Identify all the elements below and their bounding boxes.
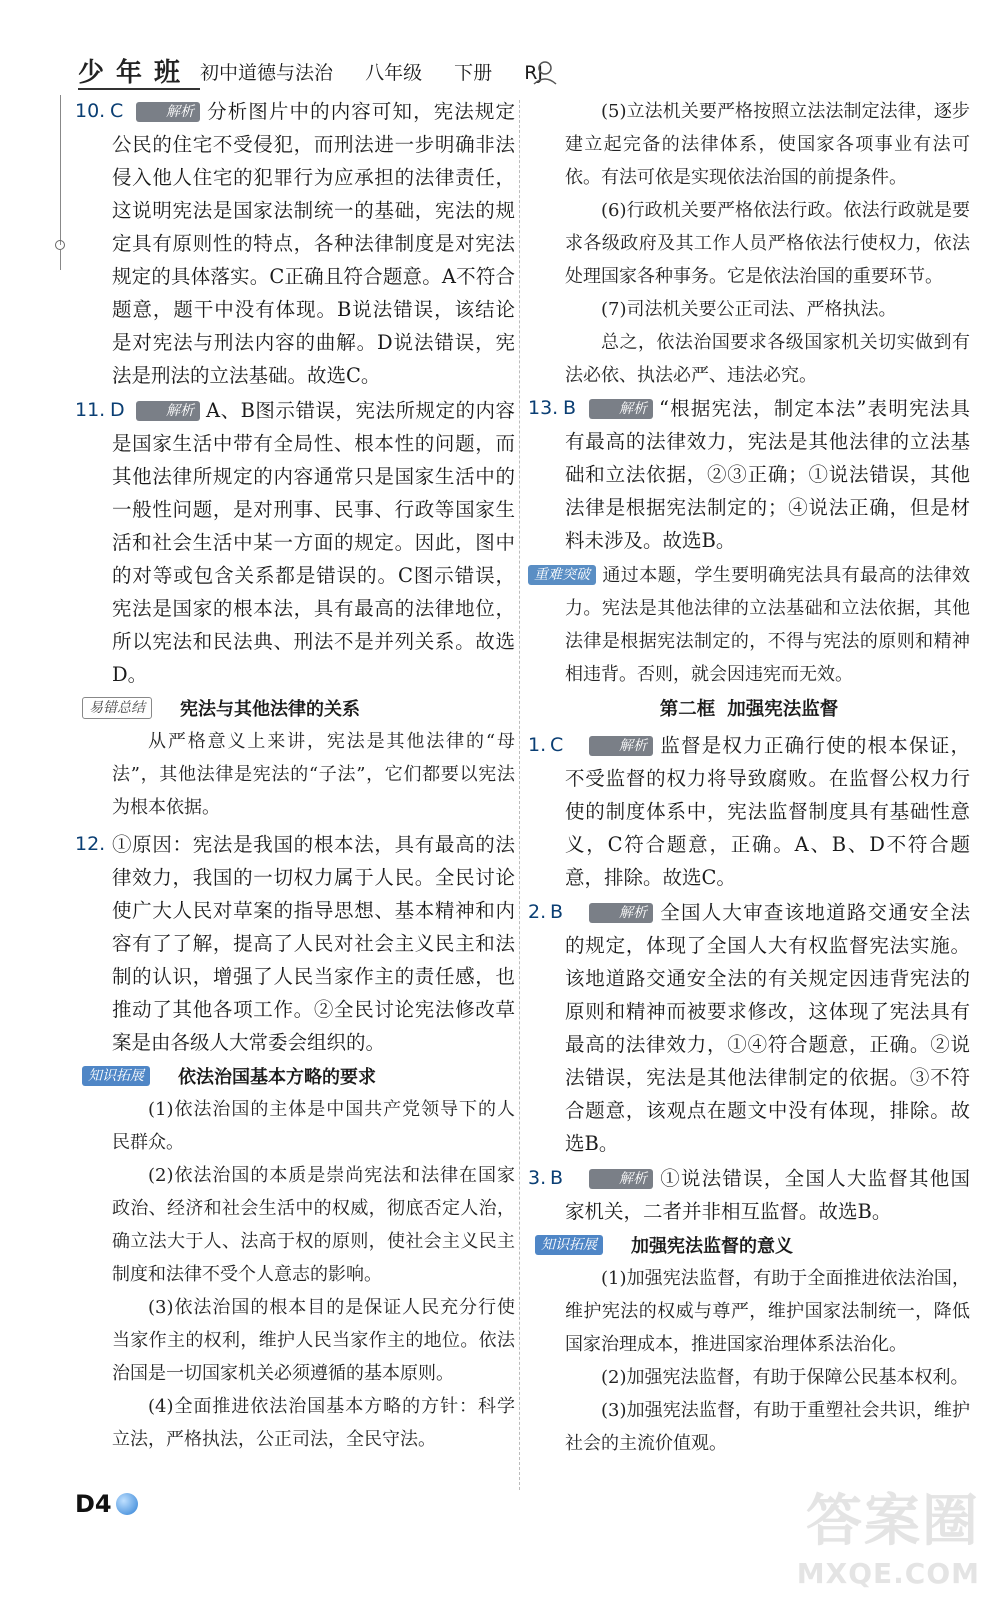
knowledge-box (528, 1232, 970, 1460)
grade: 八年级 (365, 62, 423, 84)
question-number: 10. (75, 100, 106, 122)
answer-item (75, 828, 515, 1059)
answer-item (528, 896, 970, 1160)
answer-item (75, 95, 515, 392)
answer-letter: C (550, 734, 564, 756)
margin-rule (60, 95, 61, 245)
answer-text: ①说法错误，全国人大监督其他国家机关，二者并非相互监督。故选B。 (565, 1167, 970, 1223)
question-number: 12. (75, 833, 106, 855)
answer-text: “根据宪法，制定本法”表明宪法具有最高的法律效力，宪法是其他法律的立法基础和立法依据，②③正确；①说法错误，其他法律是根据宪法制定的；④说法正确，但是材料未涉及。故选B。 (565, 397, 970, 552)
page-footer (75, 1490, 138, 1518)
page-header (70, 50, 560, 92)
question-number: 13. (528, 397, 559, 419)
margin-ring-icon (55, 240, 65, 250)
analysis-tag: 解析 (589, 903, 653, 923)
breakthrough-tag: 重难突破 (528, 565, 596, 585)
tip-text: 从严格意义上来讲，宪法是其他法律的“母法”，其他法律是宪法的“子法”，它们都要以宪法为根本依据。 (112, 731, 515, 818)
edition: RJ (524, 62, 543, 84)
knowledge-item: (4)全面推进依法治国基本方略的方针：科学立法，严格执法，公正司法，全民守法。 (112, 1396, 515, 1450)
knowledge-continued (528, 95, 970, 392)
knowledge-title: 加强宪法监督的意义 (631, 1236, 793, 1257)
watermark-logo: 答案圈 (806, 1489, 980, 1554)
watermark-url: MXQE.COM (796, 1557, 980, 1590)
answer-text: ①原因：宪法是我国的根本法，具有最高的法律效力，我国的一切权力属于人民。全民讨论使广大人民对草案的指导思想、基本精神和内容有了了解，提高了人民对社会主义民主和法制的认识，增强了人民当家作主的责任感，也推动了其他各项工作。②全民讨论宪法修改草案是由各级人大常委会组织的。 (112, 833, 515, 1054)
answer-text: 全国人大审查该地道路交通安全法的规定，体现了全国人大有权监督宪法实施。该地道路交通安全法的有关规定因违背宪法的原则和精神而被要求修改，这体现了宪法具有最高的法律效力，①④符合题意，正确。②说法错误，宪法是其他法律制定的依据。③不符合题意，该观点在题文中没有体现，排除。故选B。 (565, 901, 970, 1155)
analysis-tag: 解析 (136, 401, 200, 421)
answer-text: 监督是权力正确行使的根本保证，不受监督的权力将导致腐败。在监督公权力行使的制度体系中，宪法监督制度具有基础性意义，C符合题意，正确。A、B、D不符合题意，排除。故选C。 (565, 734, 970, 889)
knowledge-item: 总之，依法治国要求各级国家机关切实做到有法必依、执法必严、违法必究。 (565, 332, 970, 386)
subject: 初中道德与法治 (200, 62, 334, 84)
left-column (75, 95, 515, 1456)
answer-item (528, 392, 970, 557)
answer-item (528, 729, 970, 894)
page-ball-icon (116, 1493, 138, 1515)
breakthrough-box (528, 559, 970, 691)
answer-text: A、B图示错误，宪法所规定的内容是国家生活中带有全局性、根本性的问题，而其他法律所规定的内容通常只是国家生活中的一般性问题，是对刑事、民事、行政等国家生活和社会生活中某一方面的规定。因此，图中的对等或包含关系都是错误的。C图示错误，宪法是国家的根本法，具有最高的法律地位，所以宪法和民法典、刑法不是并列关系。故选D。 (112, 399, 515, 686)
tip-box (75, 695, 515, 824)
knowledge-item: (6)行政机关要严格依法行政。依法行政就是要求各级政府及其工作人员严格依法行使权力，依法处理国家各种事务。它是依法治国的重要环节。 (565, 200, 970, 287)
answer-letter: B (550, 1167, 564, 1189)
analysis-tag: 解析 (589, 736, 653, 756)
analysis-tag: 解析 (589, 1169, 653, 1189)
knowledge-tag: 知识拓展 (82, 1066, 150, 1086)
answer-letter: D (110, 399, 125, 421)
answer-item (528, 1162, 970, 1228)
analysis-tag: 解析 (589, 399, 653, 419)
mistake-summary-tag: 易错总结 (82, 697, 152, 719)
knowledge-item: (2)加强宪法监督，有助于保障公民基本权利。 (601, 1367, 969, 1388)
answer-letter: C (110, 100, 124, 122)
right-column (528, 95, 970, 1460)
knowledge-item: (5)立法机关要严格按照立法法制定法律，逐步建立起完备的法律体系，使国家各项事业有法可依。有法可依是实现依法治国的前提条件。 (565, 101, 970, 188)
knowledge-item: (1)依法治国的主体是中国共产党领导下的人民群众。 (112, 1099, 515, 1153)
knowledge-item: (2)依法治国的本质是崇尚宪法和法律在国家政治、经济和社会生活中的权威，彻底否定人治，确立法大于人、法高于权的原则，使社会主义民主制度和法律不受个人意志的影响。 (112, 1165, 515, 1285)
answer-letter: B (563, 397, 577, 419)
margin-rule (60, 250, 61, 270)
question-number: 3. (528, 1167, 547, 1189)
knowledge-tag: 知识拓展 (535, 1235, 603, 1255)
breakthrough-text: 通过本题，学生要明确宪法具有最高的法律效力。宪法是其他法律的立法基础和立法依据，其他法律是根据宪法制定的，不得与宪法的原则和精神相违背。否则，就会因违宪而无效。 (565, 565, 970, 685)
knowledge-item: (7)司法机关要公正司法、严格执法。 (601, 299, 897, 320)
answer-text: 分析图片中的内容可知，宪法规定公民的住宅不受侵犯，而刑法进一步明确非法侵入他人住宅的犯罪行为应承担的法律责任，这说明宪法是国家法制统一的基础，宪法的规定具有原则性的特点，各种法律制度是对宪法规定的具体落实。C正确且符合题意。A不符合题意，题干中没有体现。B说法错误，该结论是对宪法与刑法内容的曲解。D说法错误，宪法是刑法的立法基础。故选C。 (112, 100, 515, 387)
brand-logo: 少 年 班 (78, 52, 200, 90)
question-number: 1. (528, 734, 547, 756)
watermark (797, 1477, 980, 1590)
question-number: 2. (528, 901, 547, 923)
knowledge-item: (3)加强宪法监督，有助于重塑社会共识，维护社会的主流价值观。 (565, 1400, 970, 1454)
question-number: 11. (75, 399, 106, 421)
answer-letter: B (550, 901, 564, 923)
knowledge-item: (3)依法治国的根本目的是保证人民充分行使当家作主的权利，维护人民当家作主的地位。依法治国是一切国家机关必须遵循的基本原则。 (112, 1297, 515, 1384)
answer-item (75, 394, 515, 691)
analysis-tag: 解析 (136, 102, 200, 122)
page-number: D4 (75, 1490, 112, 1518)
knowledge-box (75, 1063, 515, 1456)
section-heading: 第二框 加强宪法监督 (659, 699, 839, 720)
knowledge-item: (1)加强宪法监督，有助于全面推进依法治国，维护宪法的权威与尊严，维护国家法制统一，降低国家治理成本，推进国家治理体系法治化。 (565, 1268, 970, 1355)
tip-title: 宪法与其他法律的关系 (180, 699, 360, 720)
doodle-icon (530, 56, 560, 86)
column-divider (519, 100, 520, 1490)
knowledge-title: 依法治国基本方略的要求 (178, 1067, 376, 1088)
volume: 下册 (454, 62, 493, 84)
book-title (200, 58, 543, 85)
